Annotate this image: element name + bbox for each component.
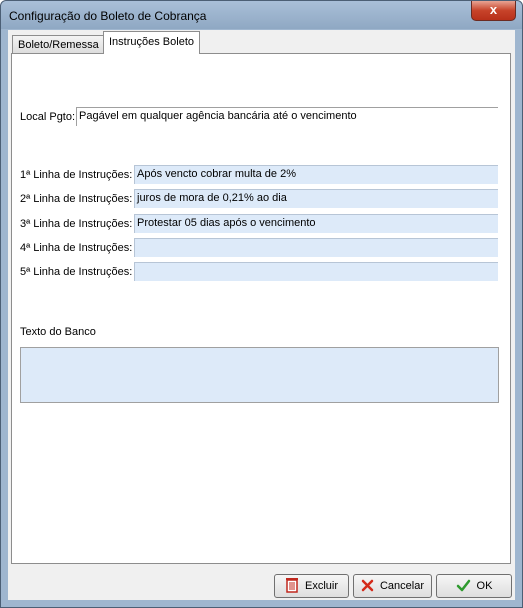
- close-icon: x: [489, 2, 498, 17]
- instruction-line-1-label: 1ª Linha de Instruções:: [20, 169, 133, 181]
- instruction-line-1-field[interactable]: Após vencto cobrar multa de 2%: [134, 165, 498, 184]
- instruction-line-5-field[interactable]: [134, 262, 498, 281]
- ok-button[interactable]: [436, 574, 512, 598]
- instruction-line-4-field[interactable]: [134, 238, 498, 257]
- excluir-button[interactable]: [274, 574, 349, 598]
- instruction-line-2-field[interactable]: juros de mora de 0,21% ao dia: [134, 189, 498, 208]
- title-bar[interactable]: [1, 1, 522, 29]
- trash-icon: [285, 577, 299, 595]
- instruction-line-3-field[interactable]: Protestar 05 dias após o vencimento: [134, 214, 498, 233]
- x-icon: [361, 579, 374, 594]
- tab-instrucoes-boleto[interactable]: Instruções Boleto: [103, 31, 200, 54]
- texto-banco-memo[interactable]: [20, 347, 499, 403]
- instruction-line-4-label: 4ª Linha de Instruções:: [20, 242, 133, 254]
- window-title: Configuração do Boleto de Cobrança: [9, 9, 207, 23]
- dialog-client-area: [8, 30, 515, 600]
- local-pgto-field[interactable]: Pagável em qualquer agência bancária até o vencimento: [76, 107, 498, 126]
- instruction-line-5-label: 5ª Linha de Instruções:: [20, 266, 133, 278]
- local-pgto-label: Local Pgto:: [20, 111, 76, 123]
- texto-banco-label: Texto do Banco: [20, 326, 96, 338]
- close-button[interactable]: [471, 1, 516, 21]
- instruction-line-3-label: 3ª Linha de Instruções:: [20, 218, 133, 230]
- tab-boleto-remessa[interactable]: Boleto/Remessa: [12, 35, 105, 54]
- excluir-label: Excluir: [304, 580, 338, 592]
- check-icon: [456, 579, 471, 594]
- cancelar-label: Cancelar: [379, 580, 425, 592]
- cancelar-button[interactable]: [353, 574, 432, 598]
- instruction-line-2-label: 2ª Linha de Instruções:: [20, 193, 133, 205]
- tab-panel-instrucoes: [11, 53, 511, 564]
- ok-label: OK: [476, 580, 493, 592]
